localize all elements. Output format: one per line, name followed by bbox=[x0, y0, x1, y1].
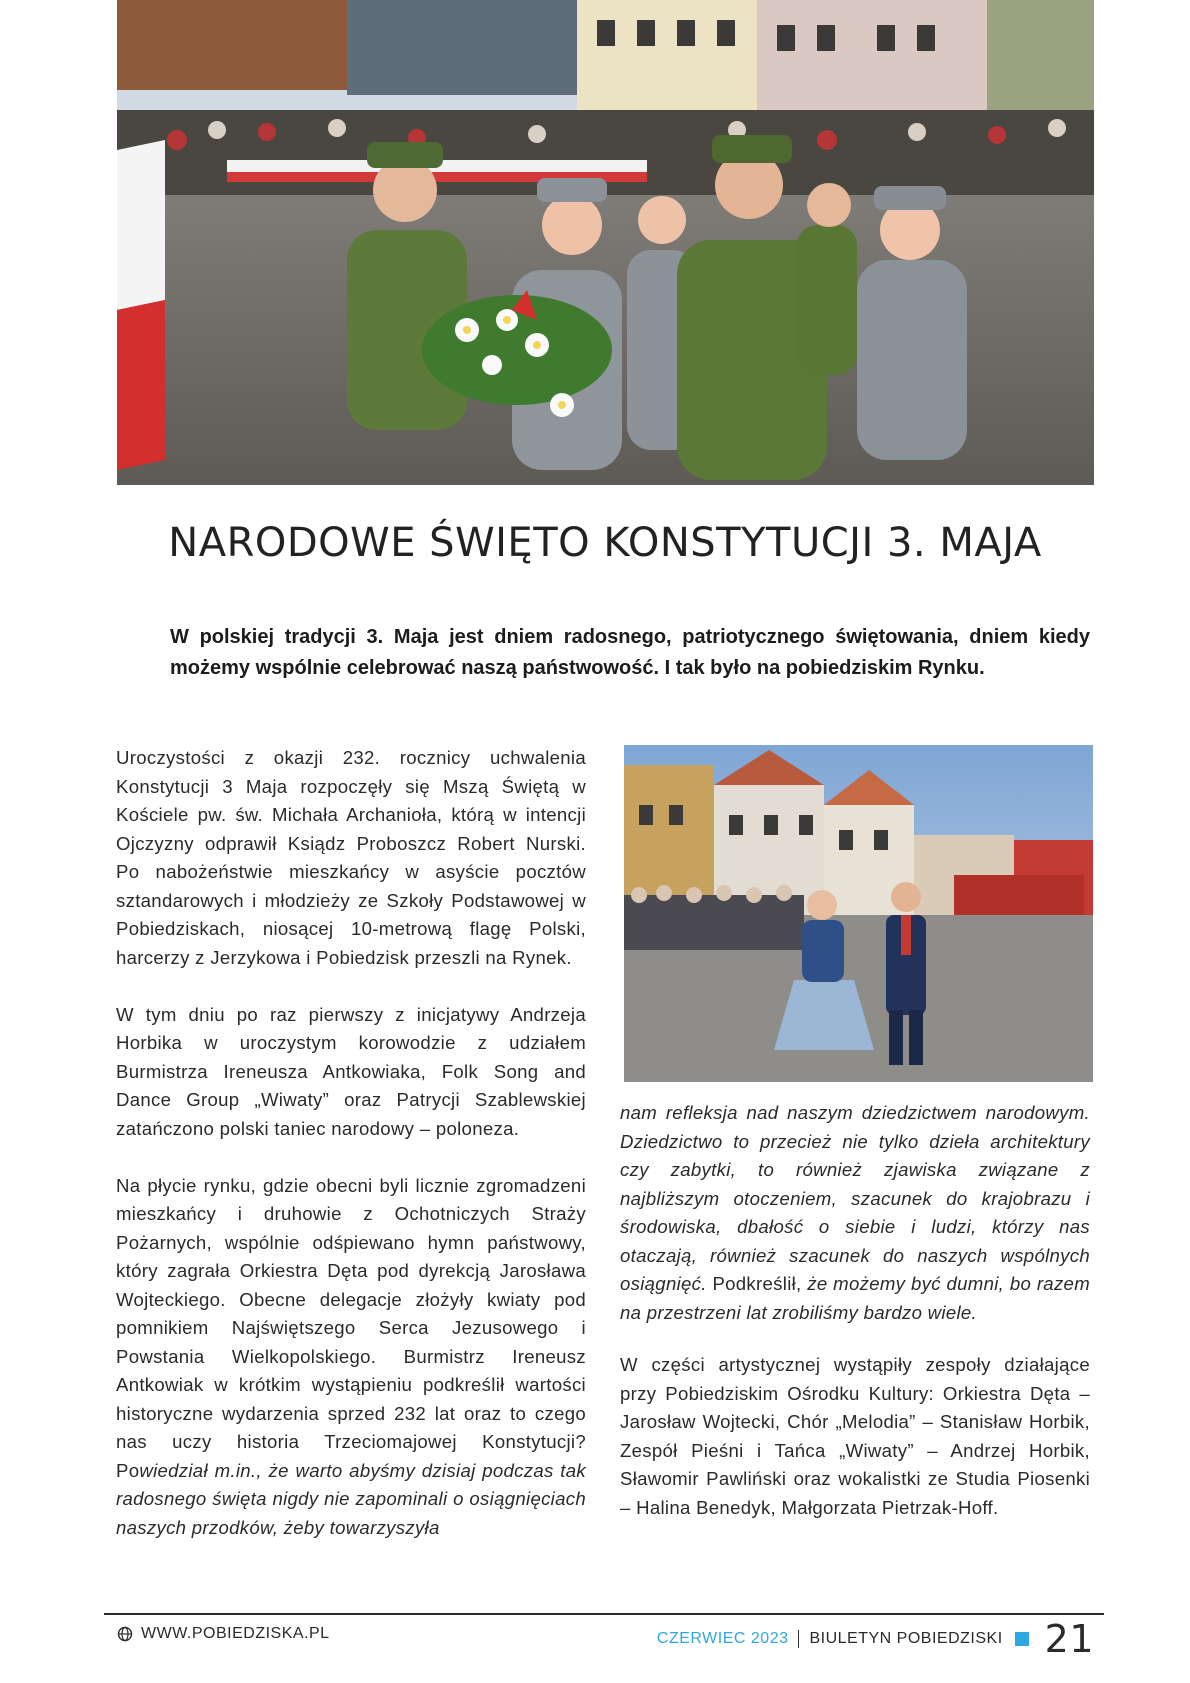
website-link[interactable]: WWW.POBIEDZISKA.PL bbox=[141, 1625, 330, 1642]
bulletin-name: BIULETYN POBIEDZISKI bbox=[809, 1630, 1003, 1647]
left-column bbox=[116, 744, 586, 1571]
page-number: 21 bbox=[1044, 1617, 1094, 1661]
quote-text: wiedział m.in., że warto abyśmy dzisiaj podczas tak radosnego święta nigdy nie zapominali o osiągnięciach naszych przodków, żeby towarzyszyła bbox=[116, 1459, 586, 1538]
paragraph: Uroczystości z okazji 232. rocznicy uchwalenia Konstytucji 3 Maja rozpoczęły się Mszą Świętą w Kościele pw. św. Michała Archanioła, którą w intencji Ojczyzny odprawił Ksiądz Proboszcz Robert Nurski. Po nabożeństwie mieszkańcy w asyście pocztów sztandarowych i młodzieży ze Szkoły Podstawowej w Pobiedziskach, niosącej 10-metrową flagę Polski, harcerzy z Jerzykowa i Pobiedzisk przeszli na Rynek. bbox=[116, 747, 586, 968]
footer-divider bbox=[104, 1613, 1104, 1615]
scouts-wreath-photo bbox=[117, 0, 1094, 485]
footer-meta bbox=[657, 1617, 1094, 1661]
paragraph bbox=[620, 1099, 1090, 1327]
polonaise-dance-photo bbox=[624, 745, 1093, 1082]
article-lead: W polskiej tradycji 3. Maja jest dniem radosnego, patriotycznego świętowania, dniem kiedy możemy wspólnie celebrować naszą państwowość. I tak było na pobiedziskim Rynku. bbox=[170, 626, 1090, 679]
right-column-continuation bbox=[620, 1099, 1090, 1356]
paragraph-text: Na płycie rynku, gdzie obecni byli licznie zgromadzeni mieszkańcy i druhowie z Ochotniczych Straży Pożarnych, wspólnie odśpiewano hymn państwowy, który zagrała Orkiestra Dęta pod dyrekcją Jarosława Wojteckiego. Obecne delegacje złożyły kwiaty pod pomnikiem Najświętszego Serca Jezusowego i Powstania Wielkopolskiego. Burmistrz Ireneusz Antkowiak w krótkim wystąpieniu podkreślił wartości historyczne wydarzenia sprzed 232 lat oraz to czego nas uczy historia Trzeciomajowej Konstytucji? Po bbox=[116, 1174, 586, 1481]
paragraph: W tym dniu po raz pierwszy z inicjatywy Andrzeja Horbika w uroczystym korowodzie z udziałem Burmistrza Ireneusza Antkowiaka, Folk Song and Dance Group „Wiwaty” oraz Patrycji Szablewskiej zatańczono polski taniec narodowy – poloneza. bbox=[116, 1003, 586, 1139]
paragraph: W części artystycznej wystąpiły zespoły działające przy Pobiedziskim Ośrodku Kultury: Orkiestra Dęta – Jarosław Wojtecki, Chór „Melodia” – Stanisław Horbik, Zespół Pieśni i Tańca „Wiwaty” – Andrzej Horbik, Sławomir Pawliński oraz wokalistki ze Studia Piosenki – Halina Benedyk, Małgorzata Pietrzak-Hoff. bbox=[620, 1354, 1090, 1518]
square-icon bbox=[1015, 1632, 1029, 1646]
right-column-artistic bbox=[620, 1351, 1090, 1551]
quote-text: nam refleksja nad naszym dziedzictwem narodowym. Dziedzictwo to przecież nie tylko dzieła architektury czy zabytki, to również zjawiska związane z najbliższym otoczeniem, szacunek do krajobrazu i środowiska, dbałość o siebie i ludzi, którzy nas otaczają, również szacunek do naszych wspólnych osiągnięć. bbox=[620, 1102, 1090, 1294]
quote-text: że możemy być dumni, bo razem na przestrzeni lat zrobiliśmy bardzo wiele. bbox=[620, 1273, 1090, 1323]
footer-website[interactable] bbox=[117, 1625, 330, 1643]
globe-icon bbox=[117, 1626, 133, 1642]
paragraph-text: Podkreślił, bbox=[706, 1273, 808, 1294]
issue-date: CZERWIEC 2023 bbox=[656, 1630, 789, 1647]
article-title: NARODOWE ŚWIĘTO KONSTYTUCJI 3. MAJA bbox=[168, 520, 1042, 566]
separator bbox=[798, 1630, 799, 1648]
paragraph bbox=[116, 1172, 586, 1543]
